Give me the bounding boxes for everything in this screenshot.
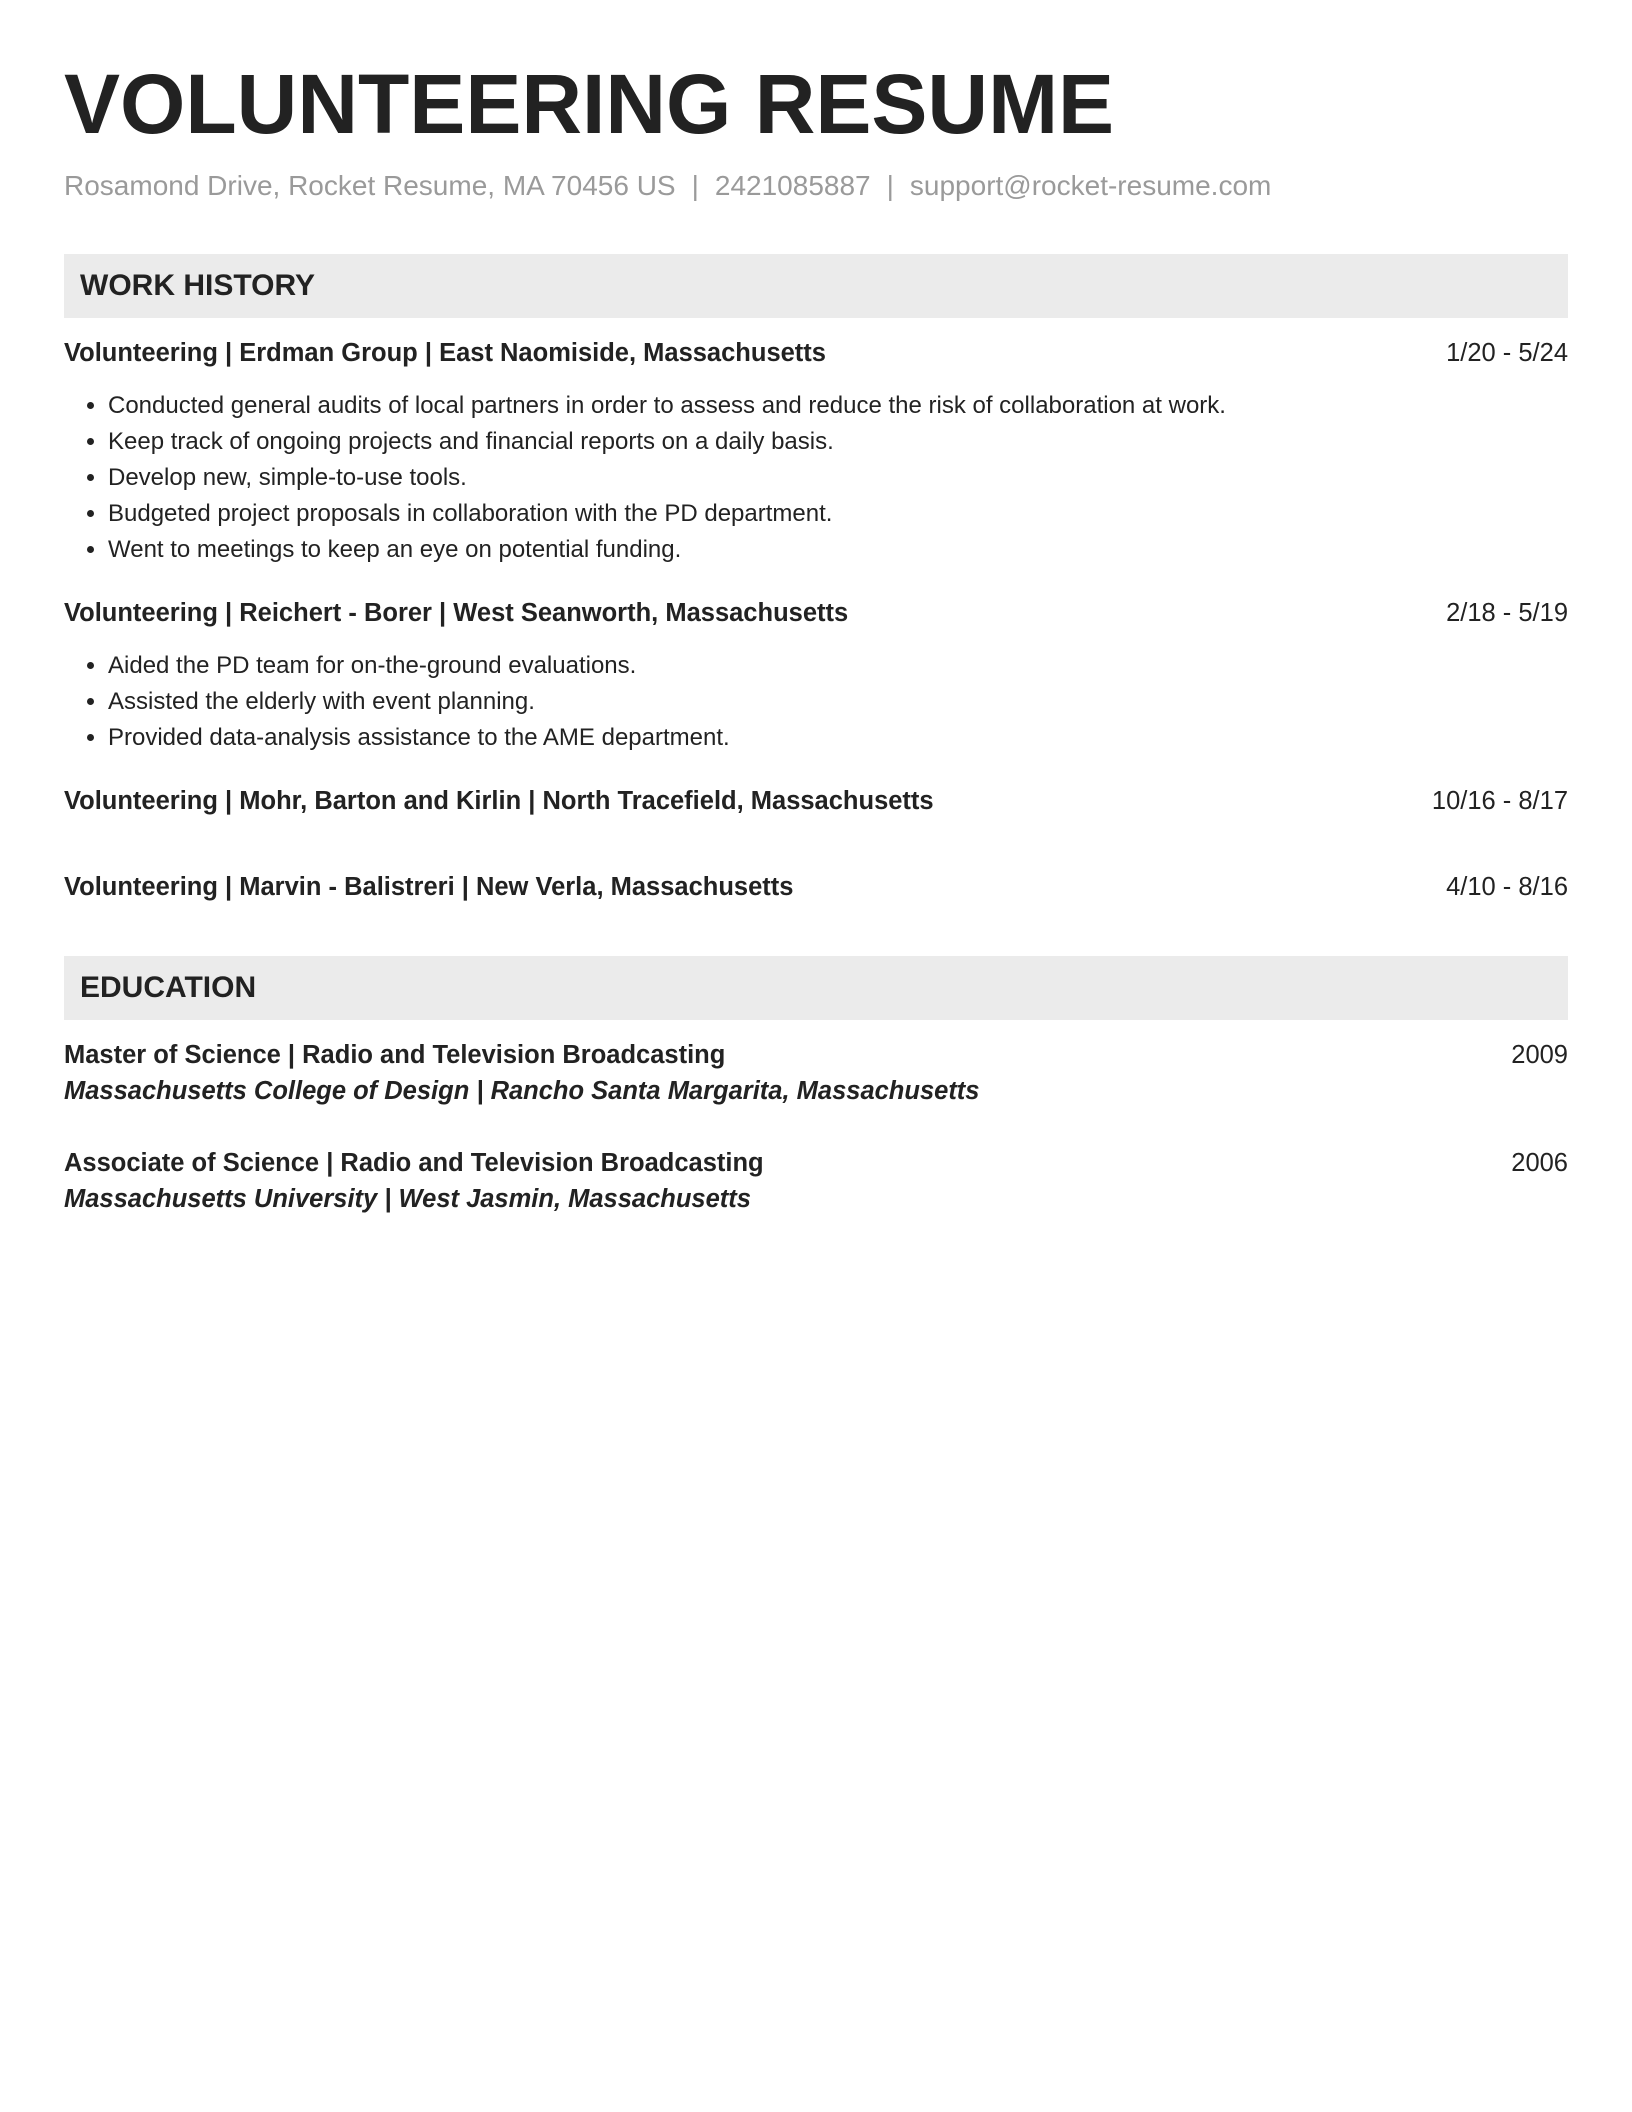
- job-bullet: • Budgeted project proposals in collaboration with the PD department.: [108, 496, 1568, 532]
- job-header: [64, 870, 1568, 904]
- job-bullet-list: [64, 388, 1568, 568]
- job-header: [64, 784, 1568, 818]
- contact-separator: |: [691, 170, 699, 201]
- contact-line: [64, 168, 1568, 204]
- job-bullet: • Conducted general audits of local partners in order to assess and reduce the risk of collaboration at work.: [108, 388, 1568, 424]
- job-bullet: • Went to meetings to keep an eye on potential funding.: [108, 532, 1568, 568]
- job-bullet: • Provided data-analysis assistance to the AME department.: [108, 720, 1568, 756]
- education-year: 2009: [1511, 1041, 1568, 1069]
- job-entry: [64, 336, 1568, 568]
- job-bullet: • Keep track of ongoing projects and financial reports on a daily basis.: [108, 424, 1568, 460]
- contact-address: Rosamond Drive, Rocket Resume, MA 70456 US: [64, 170, 676, 201]
- education-heading: EDUCATION: [64, 956, 1568, 1020]
- job-bullet: • Aided the PD team for on-the-ground evaluations.: [108, 648, 1568, 684]
- resume-title: VOLUNTEERING RESUME: [64, 57, 1115, 151]
- job-title: Volunteering | Erdman Group | East Naomiside, Massachusetts: [64, 339, 826, 367]
- education-header: [64, 1146, 1568, 1180]
- education-entry: [64, 1038, 1568, 1110]
- job-bullet: • Assisted the elderly with event planning.: [108, 684, 1568, 720]
- job-entry: [64, 870, 1568, 904]
- education-degree: Associate of Science | Radio and Television Broadcasting: [64, 1149, 764, 1177]
- job-dates: 2/18 - 5/19: [1446, 599, 1568, 627]
- job-entry: [64, 784, 1568, 818]
- job-bullet-list: [64, 648, 1568, 756]
- education-degree: Master of Science | Radio and Television Broadcasting: [64, 1041, 726, 1069]
- education-header: [64, 1038, 1568, 1072]
- job-header: [64, 336, 1568, 370]
- job-entry: [64, 596, 1568, 756]
- job-bullet: • Develop new, simple-to-use tools.: [108, 460, 1568, 496]
- work-history-heading: WORK HISTORY: [64, 254, 1568, 318]
- job-title: Volunteering | Reichert - Borer | West Seanworth, Massachusetts: [64, 599, 849, 627]
- job-title: Volunteering | Mohr, Barton and Kirlin | North Tracefield, Massachusetts: [64, 787, 934, 815]
- job-header: [64, 596, 1568, 630]
- education-school: Massachusetts University | West Jasmin, Massachusetts: [64, 1185, 751, 1213]
- job-dates: 1/20 - 5/24: [1446, 339, 1568, 367]
- job-dates: 4/10 - 8/16: [1446, 873, 1568, 901]
- job-title: Volunteering | Marvin - Balistreri | New Verla, Massachusetts: [64, 873, 794, 901]
- contact-email: support@rocket-resume.com: [909, 170, 1272, 201]
- education-entry: [64, 1146, 1568, 1218]
- job-dates: 10/16 - 8/17: [1431, 787, 1568, 815]
- education-year: 2006: [1511, 1149, 1568, 1177]
- education-school: Massachusetts College of Design | Rancho Santa Margarita, Massachusetts: [64, 1077, 980, 1105]
- contact-separator: |: [886, 170, 894, 201]
- contact-phone: 2421085887: [714, 170, 871, 201]
